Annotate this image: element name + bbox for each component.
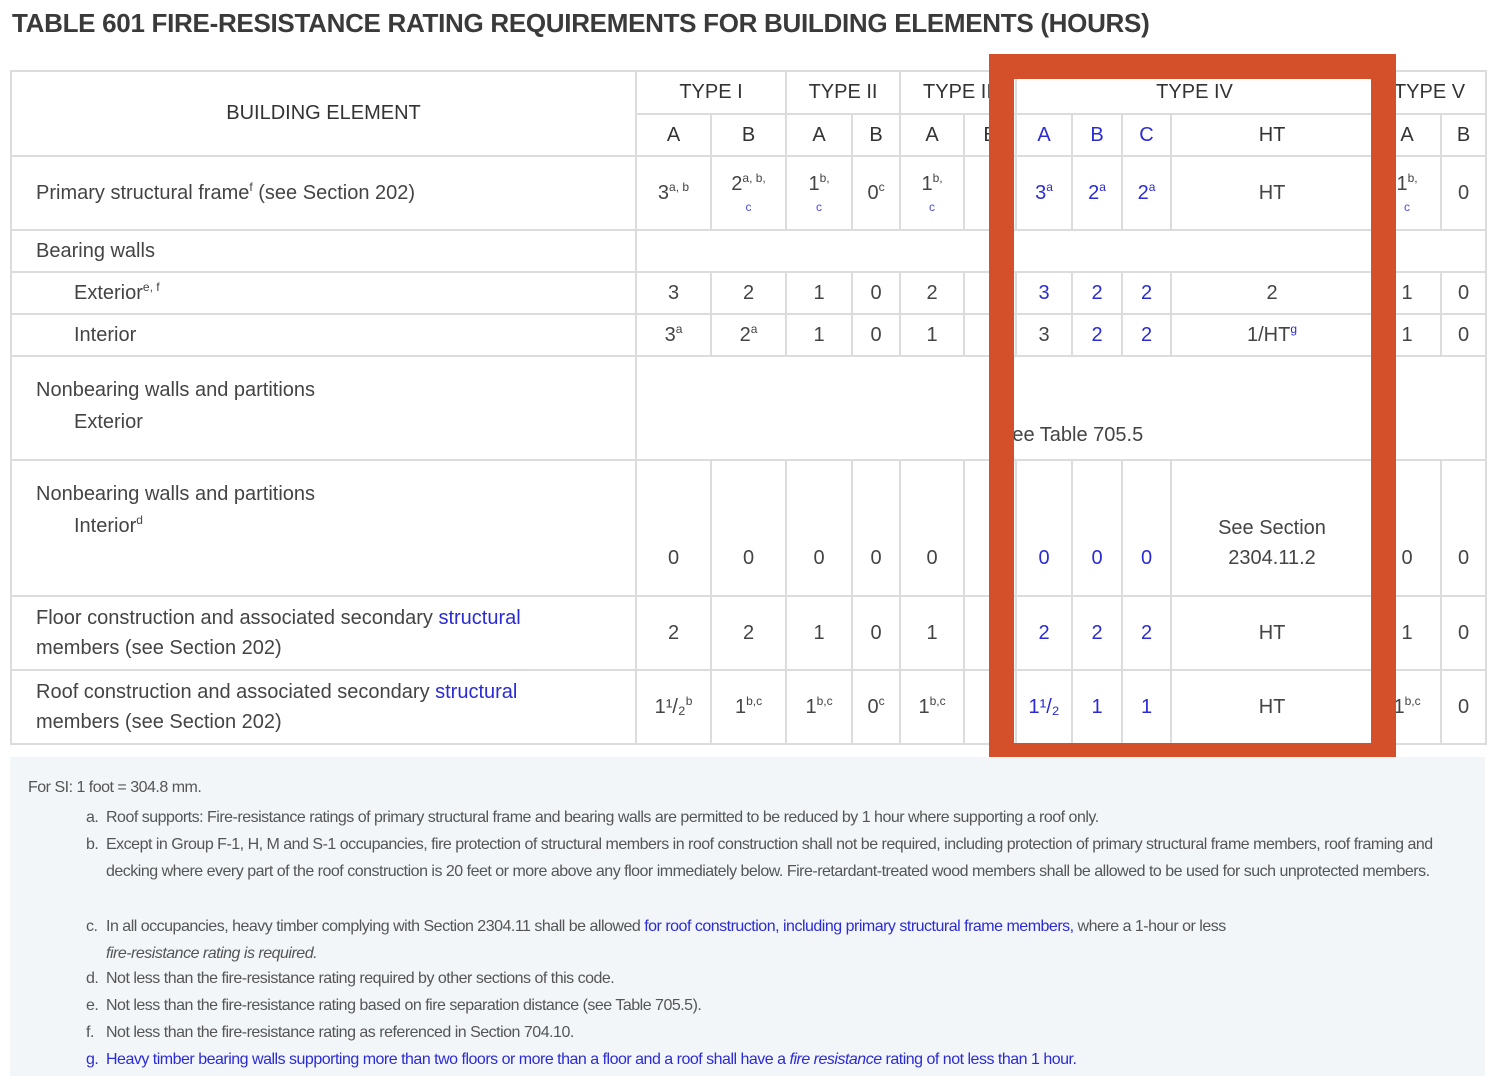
rating-cell xyxy=(964,596,1016,670)
footnote-ref-wrapped: c xyxy=(816,199,822,214)
subcolumn-header: A xyxy=(1373,114,1441,156)
rating-cell xyxy=(1072,460,1122,596)
structural-link[interactable]: structural xyxy=(438,607,521,629)
footnote-ref: a, b xyxy=(669,179,690,194)
type-ii-header: TYPE II xyxy=(786,71,900,114)
rating-value: 2 xyxy=(1266,281,1278,304)
table-row xyxy=(11,314,1486,356)
footnote-key: a. xyxy=(86,809,99,826)
rating-cell xyxy=(964,670,1016,744)
rating-cell xyxy=(636,272,711,314)
footnote-ref: c xyxy=(878,179,885,194)
rating-cell xyxy=(711,460,786,596)
footnote-ref: a xyxy=(675,321,683,336)
rating-cell xyxy=(1171,272,1373,314)
rating-value: 2 xyxy=(1091,323,1103,346)
rating-value: 0 xyxy=(1401,547,1413,569)
subcolumn-header: A xyxy=(636,114,711,156)
rating-value: 1 xyxy=(813,323,825,346)
table-title: TABLE 601 FIRE-RESISTANCE RATING REQUIREMENTS FOR BUILDING ELEMENTS (HOURS) xyxy=(12,8,1150,38)
rating-cell xyxy=(964,156,1016,230)
rating-value: 1 xyxy=(813,621,825,644)
table-row xyxy=(11,272,1486,314)
rating-value: 1 xyxy=(1140,695,1153,718)
subcolumn-header: B xyxy=(1441,114,1486,156)
rating-cell xyxy=(786,314,852,356)
see-table-705-5: See Table 705.5 xyxy=(999,424,1144,446)
rating-cell xyxy=(900,460,964,596)
rating-cell xyxy=(1016,670,1072,744)
rating-value: 0 xyxy=(1457,547,1470,569)
row-label-text: Nonbearing walls and partitions xyxy=(36,379,316,401)
rating-cell xyxy=(852,670,900,744)
rating-cell xyxy=(1373,272,1441,314)
rating-value: 1 xyxy=(1396,172,1408,195)
rating-cell xyxy=(711,272,786,314)
rating-cell xyxy=(636,596,711,670)
footnote-key: e. xyxy=(86,997,99,1014)
row-label-suffix: members (see Section 202) xyxy=(36,637,282,659)
rating-value: 0 xyxy=(1091,547,1103,569)
footnote-ref: a xyxy=(1148,179,1156,194)
rating-value: 1 xyxy=(813,281,825,304)
footnote-d xyxy=(86,965,1471,992)
row-label-text: Floor construction and associated secondary xyxy=(36,607,439,629)
footnote-text-cont: rating of not less than 1 hour. xyxy=(881,1051,1077,1068)
row-label xyxy=(11,230,636,272)
footnote-ref-wrapped: c xyxy=(745,199,752,214)
fire-resistance-table xyxy=(10,70,1487,745)
rating-cell xyxy=(636,314,711,356)
rating-cell xyxy=(1072,314,1122,356)
footnote-key: g. xyxy=(86,1051,99,1068)
footnote-text: In all occupancies, heavy timber complying with Section 2304.11 shall be allowed xyxy=(106,918,645,935)
rating-cell xyxy=(786,460,852,596)
row-label xyxy=(11,314,636,356)
rating-value: HT xyxy=(1258,181,1286,204)
rating-value: 2 xyxy=(1091,281,1103,304)
rating-cell xyxy=(852,156,900,230)
footnote-key: b. xyxy=(86,836,99,853)
rating-cell xyxy=(1373,670,1441,744)
rating-cell xyxy=(1072,670,1122,744)
rating-value: 2 xyxy=(1137,181,1149,204)
rating-value: 1¹/₂ xyxy=(654,695,686,718)
subcolumn-header: C xyxy=(1122,114,1171,156)
table-row xyxy=(11,230,1486,272)
rating-value: 0 xyxy=(870,281,882,304)
row-label xyxy=(11,596,636,670)
footnote-text: Heavy timber bearing walls supporting more than two floors or more than a floor and a roof shall have a xyxy=(106,1051,790,1068)
footnote-text: Except in Group F-1, H, M and S-1 occupancies, fire protection of structural members in roof construction shall not be required, including protection of primary structural frame members, roof framing and decking where every part of the roof construction is 20 feet or more above any floor immediately below. Fire-retardant-treated wood members shall be allowed to be used for such unprotected members. xyxy=(106,836,1433,880)
footnote-emphasis: fire resistance xyxy=(789,1051,882,1068)
rating-value: 1 xyxy=(926,323,938,346)
footnote-ref: f xyxy=(249,180,253,194)
rating-cell xyxy=(1441,272,1486,314)
table-row xyxy=(11,596,1486,670)
row-label xyxy=(11,670,636,744)
footnote-text: Not less than the fire-resistance rating based on fire separation distance (see Table 705.5). xyxy=(106,997,702,1014)
footnote-ref: b,c xyxy=(929,693,946,708)
footnote-e xyxy=(86,992,1471,1019)
rating-cell xyxy=(1072,596,1122,670)
rating-cell xyxy=(1122,596,1171,670)
table-row xyxy=(11,156,1486,230)
rating-value: 2 xyxy=(1140,323,1153,346)
rating-value: 2 xyxy=(731,172,743,195)
row-label-text: Nonbearing walls and partitions xyxy=(36,483,316,505)
rating-value: 0 xyxy=(1457,181,1470,204)
rating-value: 3 xyxy=(1035,181,1047,204)
rating-cell xyxy=(1373,596,1441,670)
row-label-suffix: members (see Section 202) xyxy=(36,711,282,733)
type-i-header: TYPE I xyxy=(636,71,786,114)
rating-cell xyxy=(900,156,964,230)
footnote-text: Not less than the fire-resistance rating required by other sections of this code. xyxy=(106,970,615,987)
rating-value: 0 xyxy=(1457,695,1470,718)
footnote-text: Not less than the fire-resistance rating as referenced in Section 704.10. xyxy=(106,1024,574,1041)
rating-value: 0 xyxy=(667,547,680,569)
rating-cell xyxy=(900,314,964,356)
rating-value: HT xyxy=(1258,621,1286,644)
rating-value: 2 xyxy=(1140,281,1153,304)
rating-cell xyxy=(711,156,786,230)
rating-cell xyxy=(1072,272,1122,314)
row-label xyxy=(11,272,636,314)
subcolumn-header: HT xyxy=(1171,114,1373,156)
table-row xyxy=(11,356,1486,460)
rating-cell xyxy=(964,272,1016,314)
footnote-ref: a xyxy=(750,321,758,336)
rating-value: 1/HT xyxy=(1247,323,1291,346)
footnote-ref: b xyxy=(685,693,693,708)
rating-cell xyxy=(900,272,964,314)
rating-cell xyxy=(1016,272,1072,314)
footnote-text-cont: where a 1-hour or less xyxy=(1073,918,1226,935)
rating-cell xyxy=(1016,314,1072,356)
rating-value: HT xyxy=(1258,695,1286,718)
rating-value: 1 xyxy=(918,695,930,718)
type-iv-header: TYPE IV xyxy=(1016,71,1373,114)
rating-cell xyxy=(1441,670,1486,744)
rating-cell xyxy=(1122,670,1171,744)
rating-cell xyxy=(711,314,786,356)
rating-value: 3 xyxy=(667,281,680,304)
rating-cell xyxy=(900,596,964,670)
footnote-key: f. xyxy=(86,1024,94,1041)
rating-cell xyxy=(1171,596,1373,670)
rating-value: 2 xyxy=(926,281,938,304)
rating-value: 3 xyxy=(1038,281,1050,304)
rating-cell xyxy=(786,156,852,230)
rating-value: 1 xyxy=(926,621,938,644)
rating-value: 2 xyxy=(1091,621,1103,644)
rating-value: 2 xyxy=(742,621,755,644)
footnote-ref-wrapped: c xyxy=(929,199,935,214)
subcolumn-header: B xyxy=(711,114,786,156)
merged-cell xyxy=(636,230,1486,272)
rating-value: 0 xyxy=(813,547,825,569)
structural-link[interactable]: structural xyxy=(435,681,518,703)
rating-value: 1 xyxy=(1091,695,1103,718)
rating-value: 3 xyxy=(664,323,676,346)
rating-cell xyxy=(1441,596,1486,670)
footnote-link[interactable]: for roof construction, including primary structural frame members, xyxy=(644,918,1074,935)
rating-cell xyxy=(636,156,711,230)
rating-value: 1 xyxy=(1401,621,1413,644)
subcolumn-header: B xyxy=(852,114,900,156)
rating-value: 1 xyxy=(1401,323,1413,346)
row-label xyxy=(11,156,636,230)
rating-cell xyxy=(900,670,964,744)
subcolumn-header: B xyxy=(964,114,1016,156)
rating-value: 3 xyxy=(1038,323,1050,346)
footnote-ref-wrapped: c xyxy=(1404,199,1411,214)
footnote-ref: e, f xyxy=(142,280,160,294)
rating-cell xyxy=(786,596,852,670)
footnote-ref: g xyxy=(1290,321,1298,336)
footnote-ref: c xyxy=(878,693,885,708)
rating-value: 1 xyxy=(734,695,747,718)
subcolumn-header: B xyxy=(1072,114,1122,156)
footnote-key: d. xyxy=(86,970,99,987)
rating-cell xyxy=(852,314,900,356)
rating-cell xyxy=(636,670,711,744)
footnote-ref: b, xyxy=(932,170,943,185)
footnote-a xyxy=(86,804,1471,831)
footnote-ref: b,c xyxy=(816,693,833,708)
rating-cell xyxy=(964,314,1016,356)
footnote-f xyxy=(86,1019,1471,1046)
row-label-suffix: (see Section 202) xyxy=(252,182,416,204)
row-label-text: Primary structural frame xyxy=(36,182,250,204)
footnote-ref: d xyxy=(136,513,143,527)
footnote-emphasis: fire-resistance rating is required. xyxy=(106,945,318,962)
footnote-c xyxy=(86,913,1471,967)
rating-value: 1¹/₂ xyxy=(1028,695,1060,718)
rating-cell xyxy=(1122,460,1171,596)
footnote-ref: a xyxy=(1046,179,1053,194)
subcolumn-header: A xyxy=(786,114,852,156)
rating-cell xyxy=(1373,156,1441,230)
rating-value: 1 xyxy=(1401,281,1413,304)
row-label xyxy=(11,356,636,460)
rating-value: 2 xyxy=(1088,181,1100,204)
rating-value: 2 xyxy=(667,621,680,644)
footnote-key: c. xyxy=(86,918,98,935)
rating-cell xyxy=(711,670,786,744)
row-label-text: Bearing walls xyxy=(36,240,155,262)
rating-cell xyxy=(1441,314,1486,356)
table-row xyxy=(11,670,1486,744)
si-note: For SI: 1 foot = 304.8 mm. xyxy=(28,779,202,796)
rating-cell xyxy=(964,460,1016,596)
row-label-text: Exterior xyxy=(74,282,143,304)
footnote-text: Roof supports: Fire-resistance ratings of primary structural frame and bearing walls are permitted to be reduced by 1 hour where supporting a roof only. xyxy=(106,809,1099,826)
rating-cell xyxy=(1072,156,1122,230)
rating-value: 1 xyxy=(1393,695,1405,718)
footnote-ref: b,c xyxy=(1404,693,1421,708)
subcolumn-header: A xyxy=(900,114,964,156)
table-row xyxy=(11,460,1486,596)
rating-value: See Section 2304.11.2 xyxy=(1218,517,1326,569)
footnote-ref: b,c xyxy=(746,693,763,708)
rating-value: 1 xyxy=(805,695,817,718)
rating-value: 0 xyxy=(867,695,879,718)
rating-cell xyxy=(1122,156,1171,230)
rating-value: 0 xyxy=(926,547,938,569)
footnote-g xyxy=(86,1046,1471,1073)
rating-cell xyxy=(711,596,786,670)
rating-cell xyxy=(1016,596,1072,670)
rating-value: 2 xyxy=(742,281,755,304)
rating-value: 1 xyxy=(808,172,820,195)
rating-cell xyxy=(636,460,711,596)
row-sublabel: Exterior xyxy=(74,411,143,433)
rating-value: 0 xyxy=(870,323,882,346)
rating-value: 0 xyxy=(870,621,882,644)
rating-value: 0 xyxy=(1457,281,1470,304)
rating-cell xyxy=(1122,272,1171,314)
rating-cell xyxy=(1122,314,1171,356)
rating-cell xyxy=(1016,460,1072,596)
rating-value: 2 xyxy=(1038,621,1050,644)
rating-cell xyxy=(852,460,900,596)
rating-cell xyxy=(1016,156,1072,230)
rating-cell xyxy=(1171,314,1373,356)
footnote-ref: b, xyxy=(819,170,830,185)
rating-cell xyxy=(1441,156,1486,230)
row-label-text: Interior xyxy=(74,324,137,346)
rating-value: 0 xyxy=(1038,547,1050,569)
row-sublabel: Interior xyxy=(74,515,137,537)
rating-value: 0 xyxy=(867,181,879,204)
rating-value: 0 xyxy=(870,547,882,569)
footnote-ref: a, b, xyxy=(742,170,766,185)
footnotes xyxy=(10,757,1485,1076)
rating-cell xyxy=(786,670,852,744)
building-element-header: BUILDING ELEMENT xyxy=(11,71,636,156)
footnote-ref: b, xyxy=(1407,170,1418,185)
rating-cell xyxy=(786,272,852,314)
footnote-ref: a xyxy=(1099,179,1106,194)
rating-value: 0 xyxy=(742,547,755,569)
footnote-b xyxy=(86,831,1471,885)
rating-value: 3 xyxy=(657,181,670,204)
rating-cell xyxy=(1441,460,1486,596)
type-v-header: TYPE V xyxy=(1373,71,1486,114)
rating-cell xyxy=(1171,460,1373,596)
row-label-text: Roof construction and associated secondary xyxy=(36,681,436,703)
rating-cell xyxy=(1373,460,1441,596)
rating-cell xyxy=(1171,670,1373,744)
rating-cell xyxy=(852,596,900,670)
subcolumn-header: A xyxy=(1016,114,1072,156)
rating-value: 2 xyxy=(1140,621,1153,644)
rating-value: 2 xyxy=(739,323,751,346)
rating-value: 0 xyxy=(1457,621,1470,644)
type-iii-header: TYPE III xyxy=(900,71,1016,114)
rating-value: 1 xyxy=(921,172,933,195)
rating-cell xyxy=(1373,314,1441,356)
rating-value: 0 xyxy=(1457,323,1470,346)
rating-value: 0 xyxy=(1140,547,1153,569)
rating-cell xyxy=(852,272,900,314)
row-label xyxy=(11,460,636,596)
rating-cell xyxy=(1171,156,1373,230)
